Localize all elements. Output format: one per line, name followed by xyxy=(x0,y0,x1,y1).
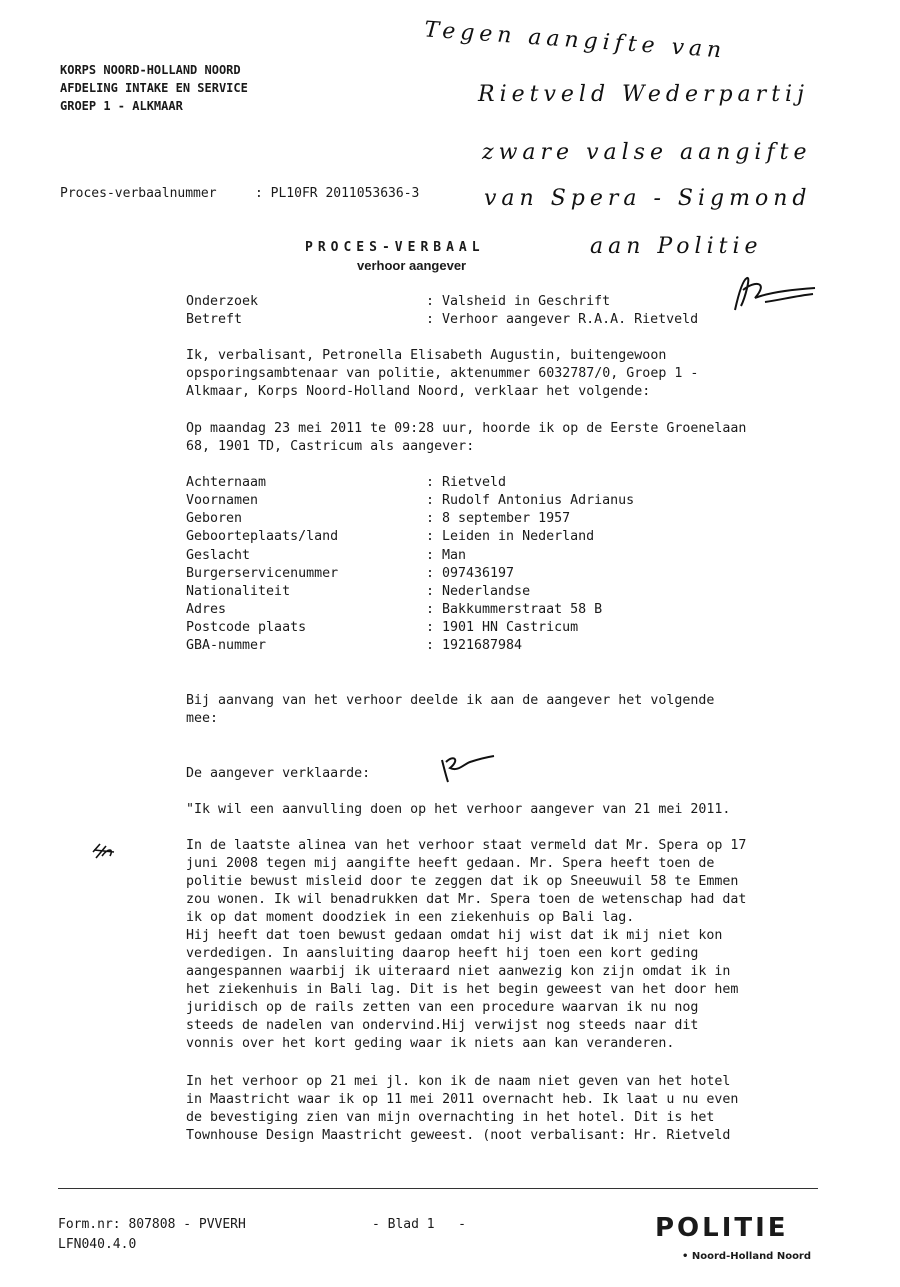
subject-value: : Verhoor aangever R.A.A. Rietveld xyxy=(426,312,699,327)
footer-page-number: - Blad 1 - xyxy=(372,1217,466,1232)
subject-row-betreft xyxy=(186,311,698,329)
person-label: Burgerservicenummer xyxy=(186,566,339,581)
politie-logo-subtitle: • Noord-Holland Noord xyxy=(682,1251,812,1262)
declared-label: De aangever verklaarde: xyxy=(186,766,371,781)
person-row xyxy=(186,601,602,619)
subject-label: Betreft xyxy=(186,312,243,327)
signature-initials-top xyxy=(725,272,820,317)
person-label: Achternaam xyxy=(186,475,267,490)
margin-mark xyxy=(90,838,118,862)
document-title: PROCES-VERBAAL xyxy=(305,240,485,255)
org-line-1: KORPS NOORD-HOLLAND NOORD xyxy=(60,63,241,77)
handwriting-line-5: aan Politie xyxy=(590,234,763,259)
handwriting-line-1: Tegen aangifte van xyxy=(423,17,727,64)
statement-paragraph-2: In de laatste alinea van het verhoor staat vermeld dat Mr. Spera op 17 juni 2008 tegen mij aangifte heeft gedaan. Mr. Spera heeft toen de politie bewust misleid door te zeggen dat ik op Sneeuwuil 58 te Emmen zou wonen. Ik wil benadrukken dat Mr. Spera toen de wetenschap had dat ik op dat moment doodziek in een ziekenhuis op Bali lag. Hij heeft dat toen bewust gedaan omdat hij wist dat ik mij niet kon verdedigen. In aansluiting daarop heeft hij toen een kort geding aangespannen waarbij ik uiteraard niet aanwezig kon zijn omdat ik in het ziekenhuis in Bali lag. Dit is het begin geweest van het door hem juridisch op de rails zetten van een procedure waarvan ik nu nog steeds de nadelen van ondervind.Hij verwijst nog steeds naar dit vonnis over het kort geding waar ik niets aan kan veranderen. xyxy=(186,838,747,1051)
document-subtitle: verhoor aangever xyxy=(357,258,467,273)
organisation-header xyxy=(60,61,248,115)
person-value: : 1901 HN Castricum xyxy=(426,620,579,635)
person-value: : Man xyxy=(426,548,467,563)
person-row xyxy=(186,637,522,655)
handwriting-line-2: Rietveld Wederpartij xyxy=(478,82,809,107)
person-row xyxy=(186,565,514,583)
person-label: Nationaliteit xyxy=(186,584,291,599)
pv-number xyxy=(60,186,419,201)
intro-paragraph: Ik, verbalisant, Petronella Elisabeth Augustin, buitengewoon opsporingsambtenaar van politie, aktenummer 6032787/0, Groep 1 - Alkmaar, Korps Noord-Holland Noord, verklaar het volgende: xyxy=(186,348,699,399)
person-value: : Rietveld xyxy=(426,475,507,490)
footer-divider xyxy=(58,1188,818,1189)
person-label: Geslacht xyxy=(186,548,251,563)
person-label: Voornamen xyxy=(186,493,259,508)
person-value: : Leiden in Nederland xyxy=(426,529,595,544)
handwriting-line-4: van Spera - Sigmond xyxy=(484,186,812,211)
subject-row-onderzoek xyxy=(186,293,610,311)
politie-logo: POLITIE xyxy=(655,1213,789,1243)
footer-code: LFN040.4.0 xyxy=(58,1237,137,1252)
person-row xyxy=(186,547,466,565)
pv-number-label: Proces-verbaalnummer xyxy=(60,186,217,201)
subject-label: Onderzoek xyxy=(186,294,259,309)
subject-value: : Valsheid in Geschrift xyxy=(426,294,611,309)
person-label: Geboorteplaats/land xyxy=(186,529,339,544)
person-label: GBA-nummer xyxy=(186,638,267,653)
person-row xyxy=(186,619,578,637)
person-row xyxy=(186,528,594,546)
start-hearing-paragraph: Bij aanvang van het verhoor deelde ik aan de aangever het volgende mee: xyxy=(186,693,715,726)
person-value: : 097436197 xyxy=(426,566,515,581)
person-label: Geboren xyxy=(186,511,243,526)
person-row xyxy=(186,492,634,510)
person-value: : Bakkummerstraat 58 B xyxy=(426,602,603,617)
statement-paragraph-1: "Ik wil een aanvulling doen op het verhoor aangever van 21 mei 2011. xyxy=(186,802,731,817)
footer-form-number: Form.nr: 807808 - PVVERH xyxy=(58,1217,246,1232)
person-value: : Rudolf Antonius Adrianus xyxy=(426,493,635,508)
pv-number-value: : PL10FR 2011053636-3 xyxy=(255,186,420,201)
person-value: : 8 september 1957 xyxy=(426,511,571,526)
person-value: : 1921687984 xyxy=(426,638,523,653)
person-value: : Nederlandse xyxy=(426,584,531,599)
person-row xyxy=(186,474,506,492)
hearing-paragraph: Op maandag 23 mei 2011 te 09:28 uur, hoorde ik op de Eerste Groenelaan 68, 1901 TD, Castricum als aangever: xyxy=(186,421,747,454)
handwriting-line-3: zware valse aangifte xyxy=(482,140,812,165)
org-line-3: GROEP 1 - ALKMAAR xyxy=(60,99,183,113)
org-line-2: AFDELING INTAKE EN SERVICE xyxy=(60,81,248,95)
person-row xyxy=(186,583,530,601)
person-label: Adres xyxy=(186,602,227,617)
person-row xyxy=(186,510,570,528)
statement-paragraph-3: In het verhoor op 21 mei jl. kon ik de naam niet geven van het hotel in Maastricht waar ik op 11 mei 2011 overnacht heb. Ik laat u nu even de bevestiging zien van mijn overnachting in het hotel. Dit is het Townhouse Design Maastricht geweest. (noot verbalisant: Hr. Rietveld xyxy=(186,1074,739,1143)
person-label: Postcode plaats xyxy=(186,620,307,635)
